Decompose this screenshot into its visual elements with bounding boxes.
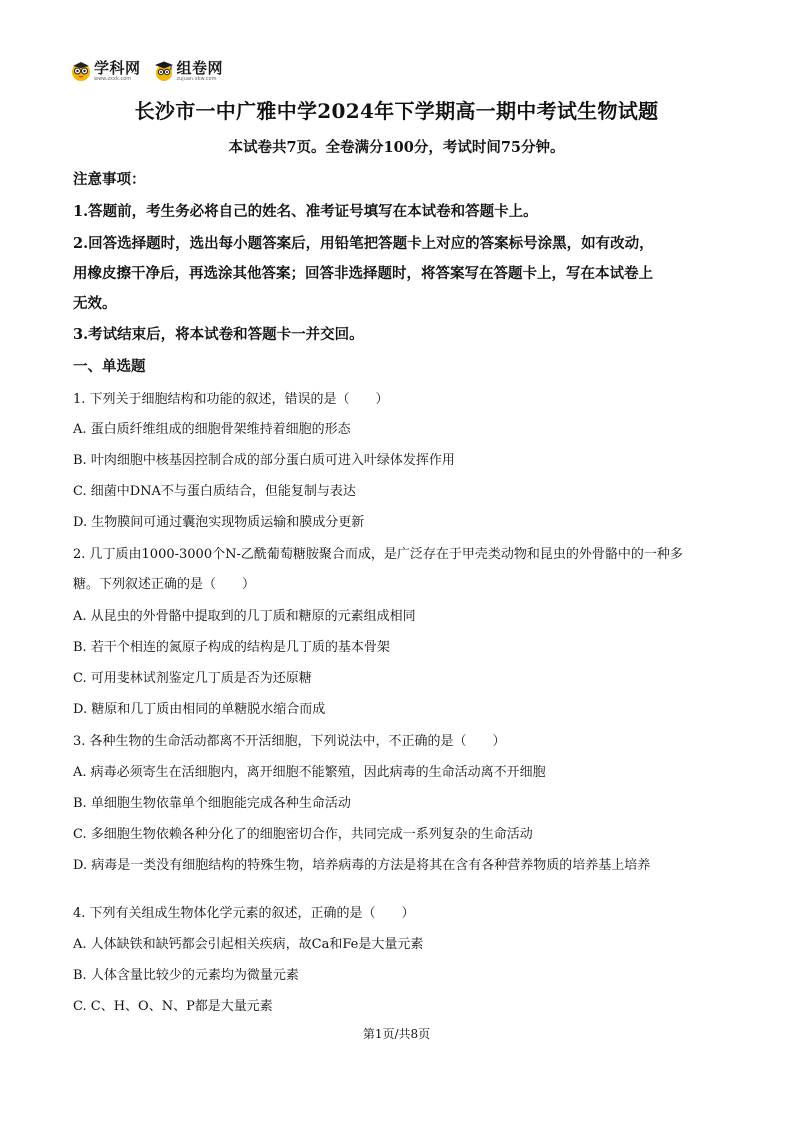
graduate-mascot-icon <box>153 60 175 82</box>
brand-url: zujuan.xkw.com <box>176 75 217 82</box>
question-option: A. 蛋白质纤维组成的细胞骨架维持着细胞的形态 <box>73 422 351 437</box>
section-heading: 一、单选题 <box>73 358 146 375</box>
question-option: A. 人体缺铁和缺钙都会引起相关疾病，故Ca和Fe是大量元素 <box>73 937 424 952</box>
question-option: C. 可用斐林试剂鉴定几丁质是否为还原糖 <box>73 671 312 686</box>
notice-line: 无效。 <box>73 295 117 312</box>
question-stem: 3. 各种生物的生命活动都离不开活细胞，下列说法中，不正确的是（ ） <box>73 734 506 749</box>
question-stem: 1. 下列关于细胞结构和功能的叙述，错误的是（ ） <box>73 392 389 407</box>
page-title: 长沙市一中广雅中学2024年下学期高一期中考试生物试题 <box>134 99 659 123</box>
question-option: C. C、H、O、N、P都是大量元素 <box>73 999 273 1014</box>
question-option: D. 病毒是一类没有细胞结构的特殊生物，培养病毒的方法是将其在含有各种营养物质的培养基上培养 <box>73 858 651 873</box>
notice-line: 3.考试结束后，将本试卷和答题卡一并交回。 <box>73 326 364 343</box>
page-number: 第1页/共8页 <box>362 1027 431 1041</box>
question-option: B. 人体含量比较少的元素均为微量元素 <box>73 968 299 983</box>
notice-line: 用橡皮擦干净后，再选涂其他答案；回答非选择题时，将答案写在答题卡上，写在本试卷上 <box>73 265 653 282</box>
question-option: A. 从昆虫的外骨骼中提取到的几丁质和糖原的元素组成相同 <box>73 609 416 624</box>
notice-heading: 注意事项： <box>73 171 146 188</box>
question-option: B. 若干个相连的氮原子构成的结构是几丁质的基本骨架 <box>73 640 390 655</box>
question-option: D. 生物膜间可通过囊泡实现物质运输和膜成分更新 <box>73 515 365 530</box>
owl-mascot-icon <box>70 60 92 82</box>
brand-url: www.zxxk.com <box>94 75 132 82</box>
logo-bar <box>70 58 235 84</box>
brand-name: 学科网 <box>94 58 141 77</box>
notice-line: 1.答题前，考生务必将自己的姓名、准考证号填写在本试卷和答题卡上。 <box>73 203 538 220</box>
question-stem: 糖。下列叙述正确的是（ ） <box>73 577 256 592</box>
brand-name: 组卷网 <box>176 58 224 77</box>
question-option: C. 多细胞生物依赖各种分化了的细胞密切合作，共同完成一系列复杂的生命活动 <box>73 827 533 842</box>
brand-xuekewang[interactable] <box>70 60 141 82</box>
question-option: D. 糖原和几丁质由相同的单糖脱水缩合而成 <box>73 702 326 717</box>
question-stem: 4. 下列有关组成生物体化学元素的叙述，正确的是（ ） <box>73 906 415 921</box>
exam-info: 本试卷共7页。全卷满分100分，考试时间75分钟。 <box>228 139 565 156</box>
question-option: B. 单细胞生物依靠单个细胞能完成各种生命活动 <box>73 796 351 811</box>
question-option: A. 病毒必须寄生在活细胞内，离开细胞不能繁殖，因此病毒的生命活动离不开细胞 <box>73 765 546 780</box>
question-stem: 2. 几丁质由1000-3000个N-乙酰葡萄糖胺聚合而成，是广泛存在于甲壳类动物和昆虫的外骨骼中的一种多 <box>73 547 683 562</box>
brand-zujuanwang[interactable] <box>153 60 224 82</box>
notice-line: 2.回答选择题时，选出每小题答案后，用铅笔把答题卡上对应的答案标号涂黑，如有改动， <box>73 235 654 252</box>
question-option: B. 叶肉细胞中核基因控制合成的部分蛋白质可进入叶绿体发挥作用 <box>73 453 455 468</box>
question-option: C. 细菌中DNA不与蛋白质结合，但能复制与表达 <box>73 484 356 499</box>
